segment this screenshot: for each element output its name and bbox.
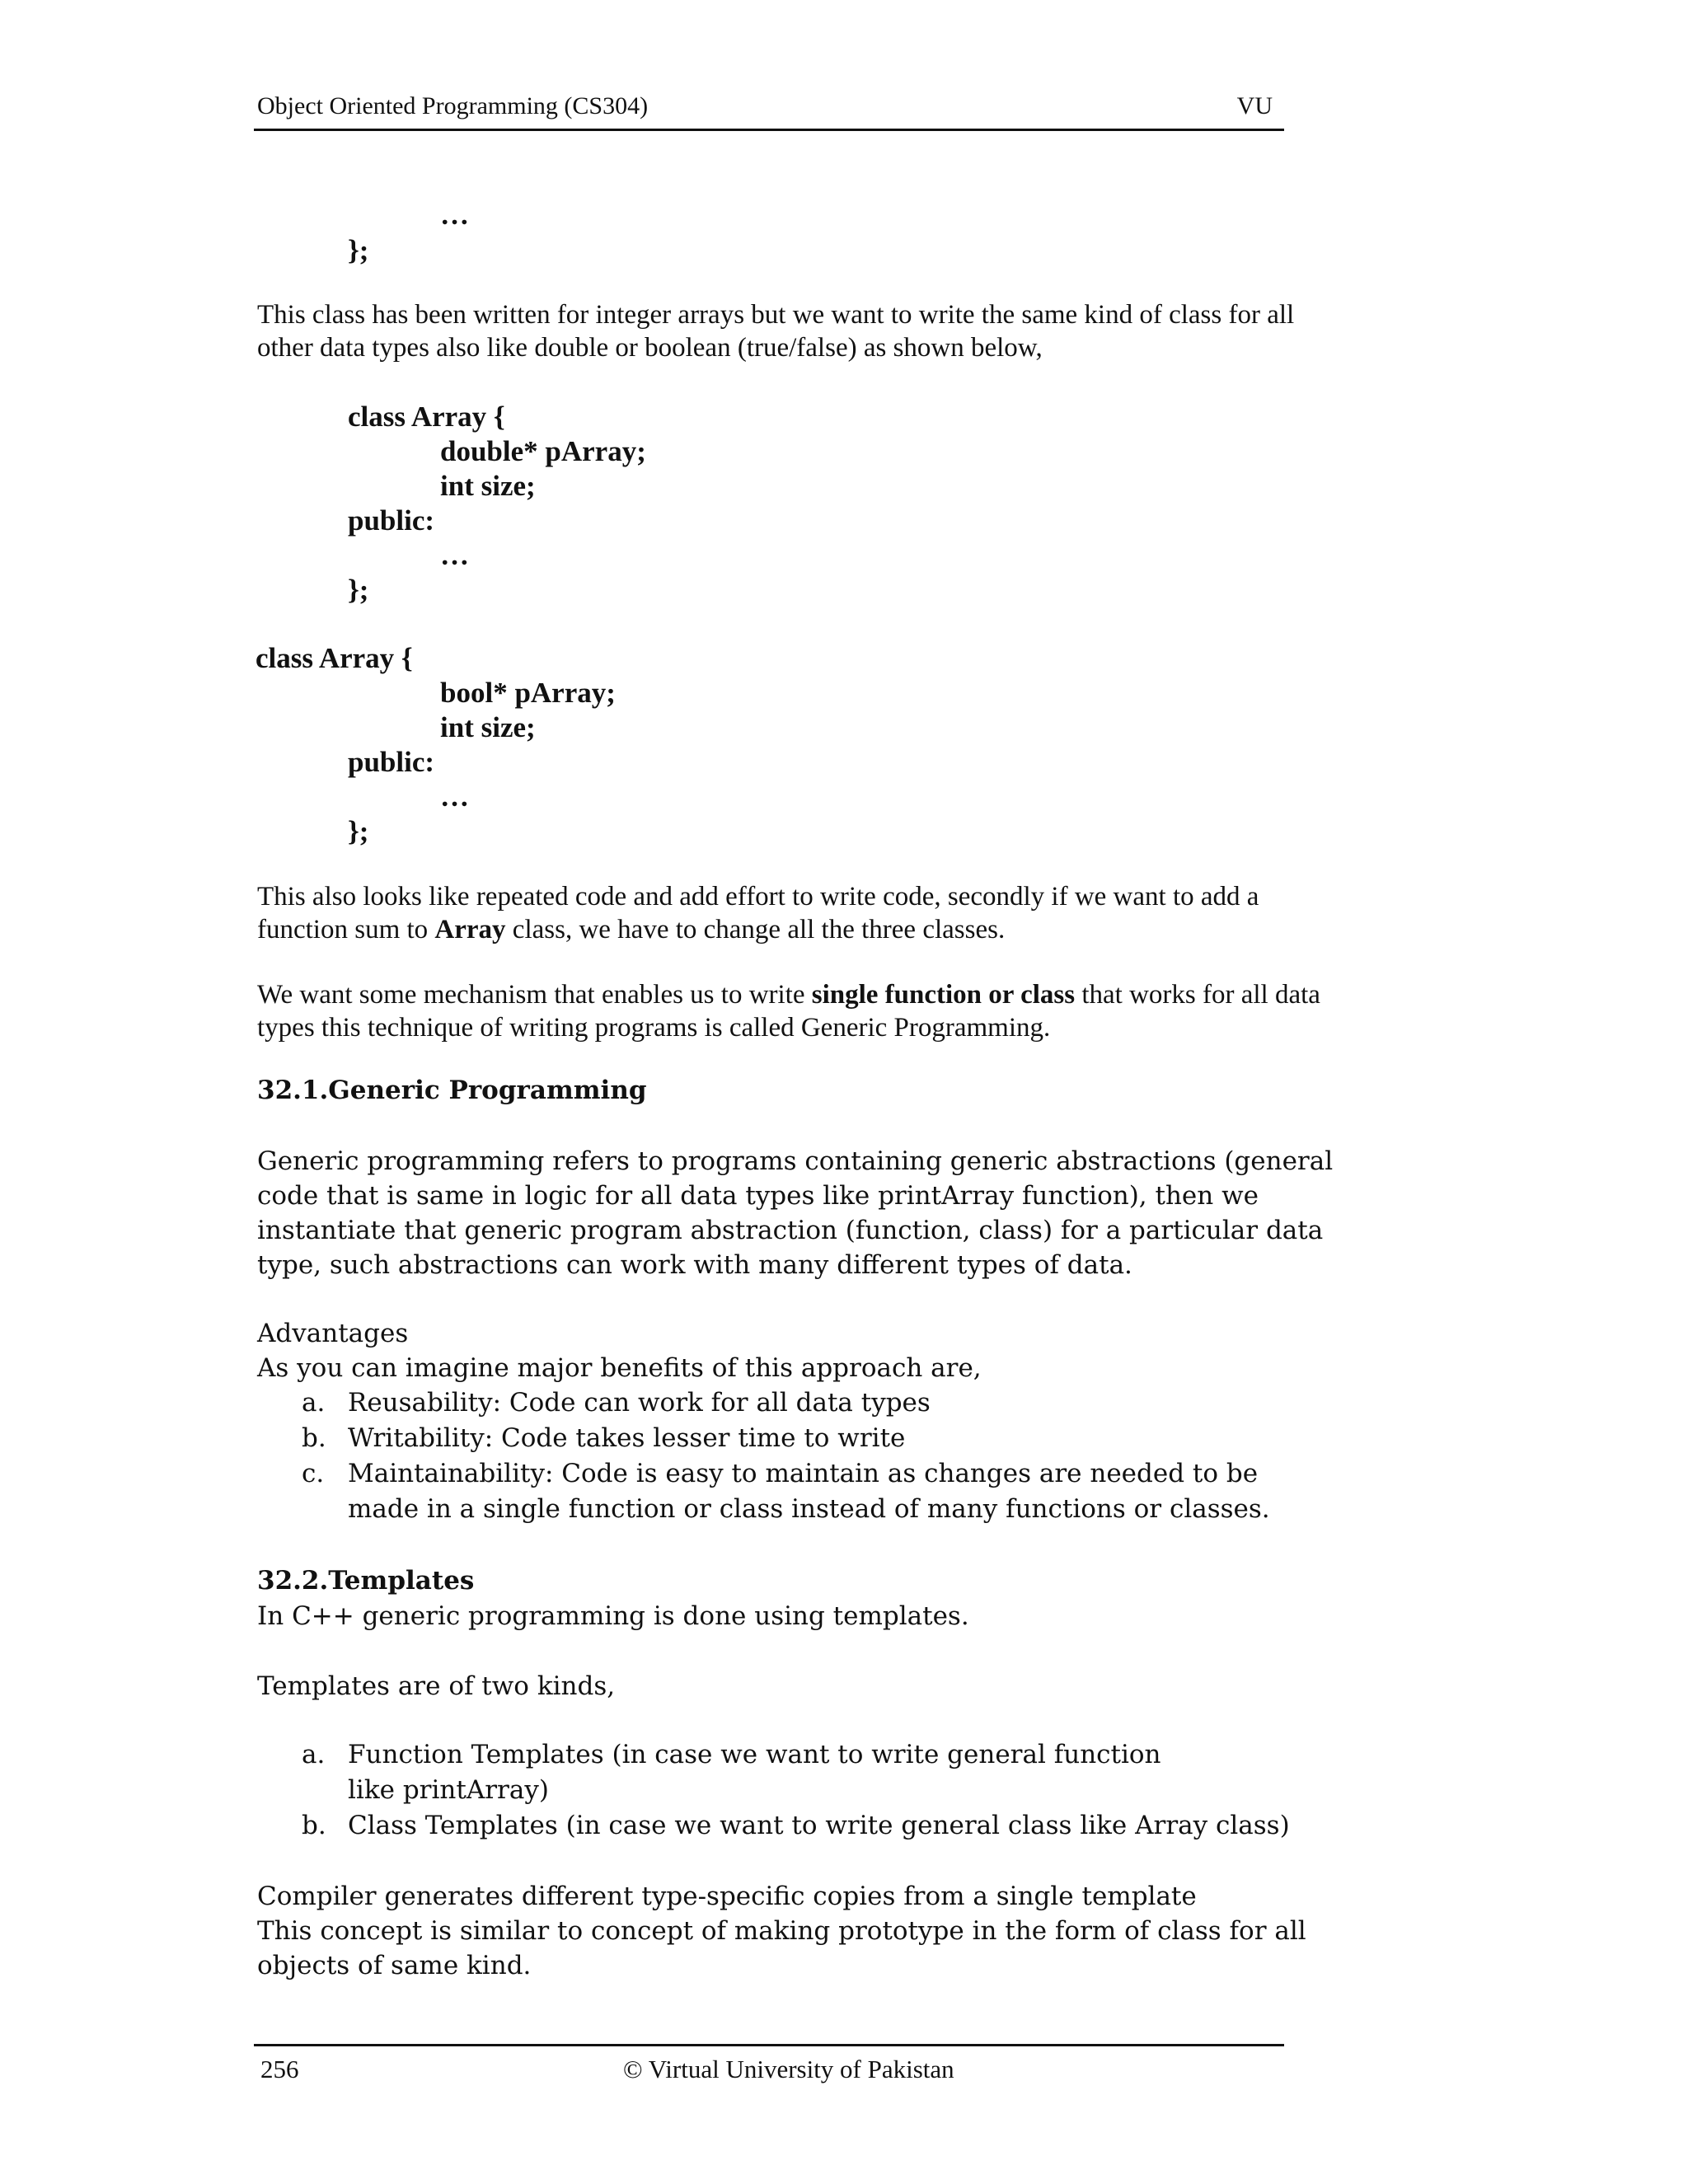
code-close: }; xyxy=(348,234,369,266)
templates-kinds: Templates are of two kinds, xyxy=(257,1671,616,1701)
code-line: }; xyxy=(348,574,369,606)
generic-description: Generic programming refers to programs containing generic abstractions (general code that is same in logic for all data types like printArray function), then we instantiate that generic program abstraction (function, class) for a particular data type, such abstractions can work with many different types of data. xyxy=(257,1146,1334,1280)
repeat-paragraph: This also looks like repeated code and add effort to write code, secondly if we want to add a function sum to Array class, we have to change all the three classes. xyxy=(257,882,1259,944)
code-line: }; xyxy=(348,815,369,847)
copyright: © Virtual University of Pakistan xyxy=(623,2055,954,2083)
code-line: class Array { xyxy=(256,642,413,674)
code-line: int size; xyxy=(440,470,536,502)
code-line: int size; xyxy=(440,711,536,743)
concept-line: This concept is similar to concept of making prototype in the form of class for all objects of same kind. xyxy=(257,1916,1306,1980)
templates-intro: In C++ generic programming is done using templates. xyxy=(257,1601,969,1631)
page-footer xyxy=(254,2044,1284,2083)
page-header xyxy=(254,87,1284,131)
code-dots: … xyxy=(440,199,469,231)
page-number: 256 xyxy=(260,2055,299,2083)
code-line: class Array { xyxy=(348,401,505,433)
section-heading-templates: 32.2.Templates xyxy=(257,1566,475,1596)
code-line: bool* pArray; xyxy=(440,677,616,709)
code-line: public: xyxy=(348,504,435,537)
advantages-intro: As you can imagine major benefits of this approach are, xyxy=(257,1353,982,1383)
code-line: public: xyxy=(348,746,435,778)
code-line: … xyxy=(440,539,469,571)
intro-paragraph: This class has been written for integer arrays but we want to write the same kind of class for all other data types also like double or boolean (true/false) as shown below, xyxy=(257,300,1295,363)
code-line: … xyxy=(440,780,469,813)
section-heading-generic: 32.1.Generic Programming xyxy=(257,1076,647,1105)
compiler-line: Compiler generates different type-specific copies from a single template xyxy=(257,1882,1197,1911)
advantages-title: Advantages xyxy=(257,1319,409,1348)
header-title: Object Oriented Programming (CS304) xyxy=(257,92,649,120)
mechanism-paragraph: We want some mechanism that enables us to write single function or class that works for all data types this technique of writing programs is called Generic Programming. xyxy=(257,980,1320,1043)
header-vu: VU xyxy=(1236,92,1273,120)
code-line: double* pArray; xyxy=(440,435,646,467)
